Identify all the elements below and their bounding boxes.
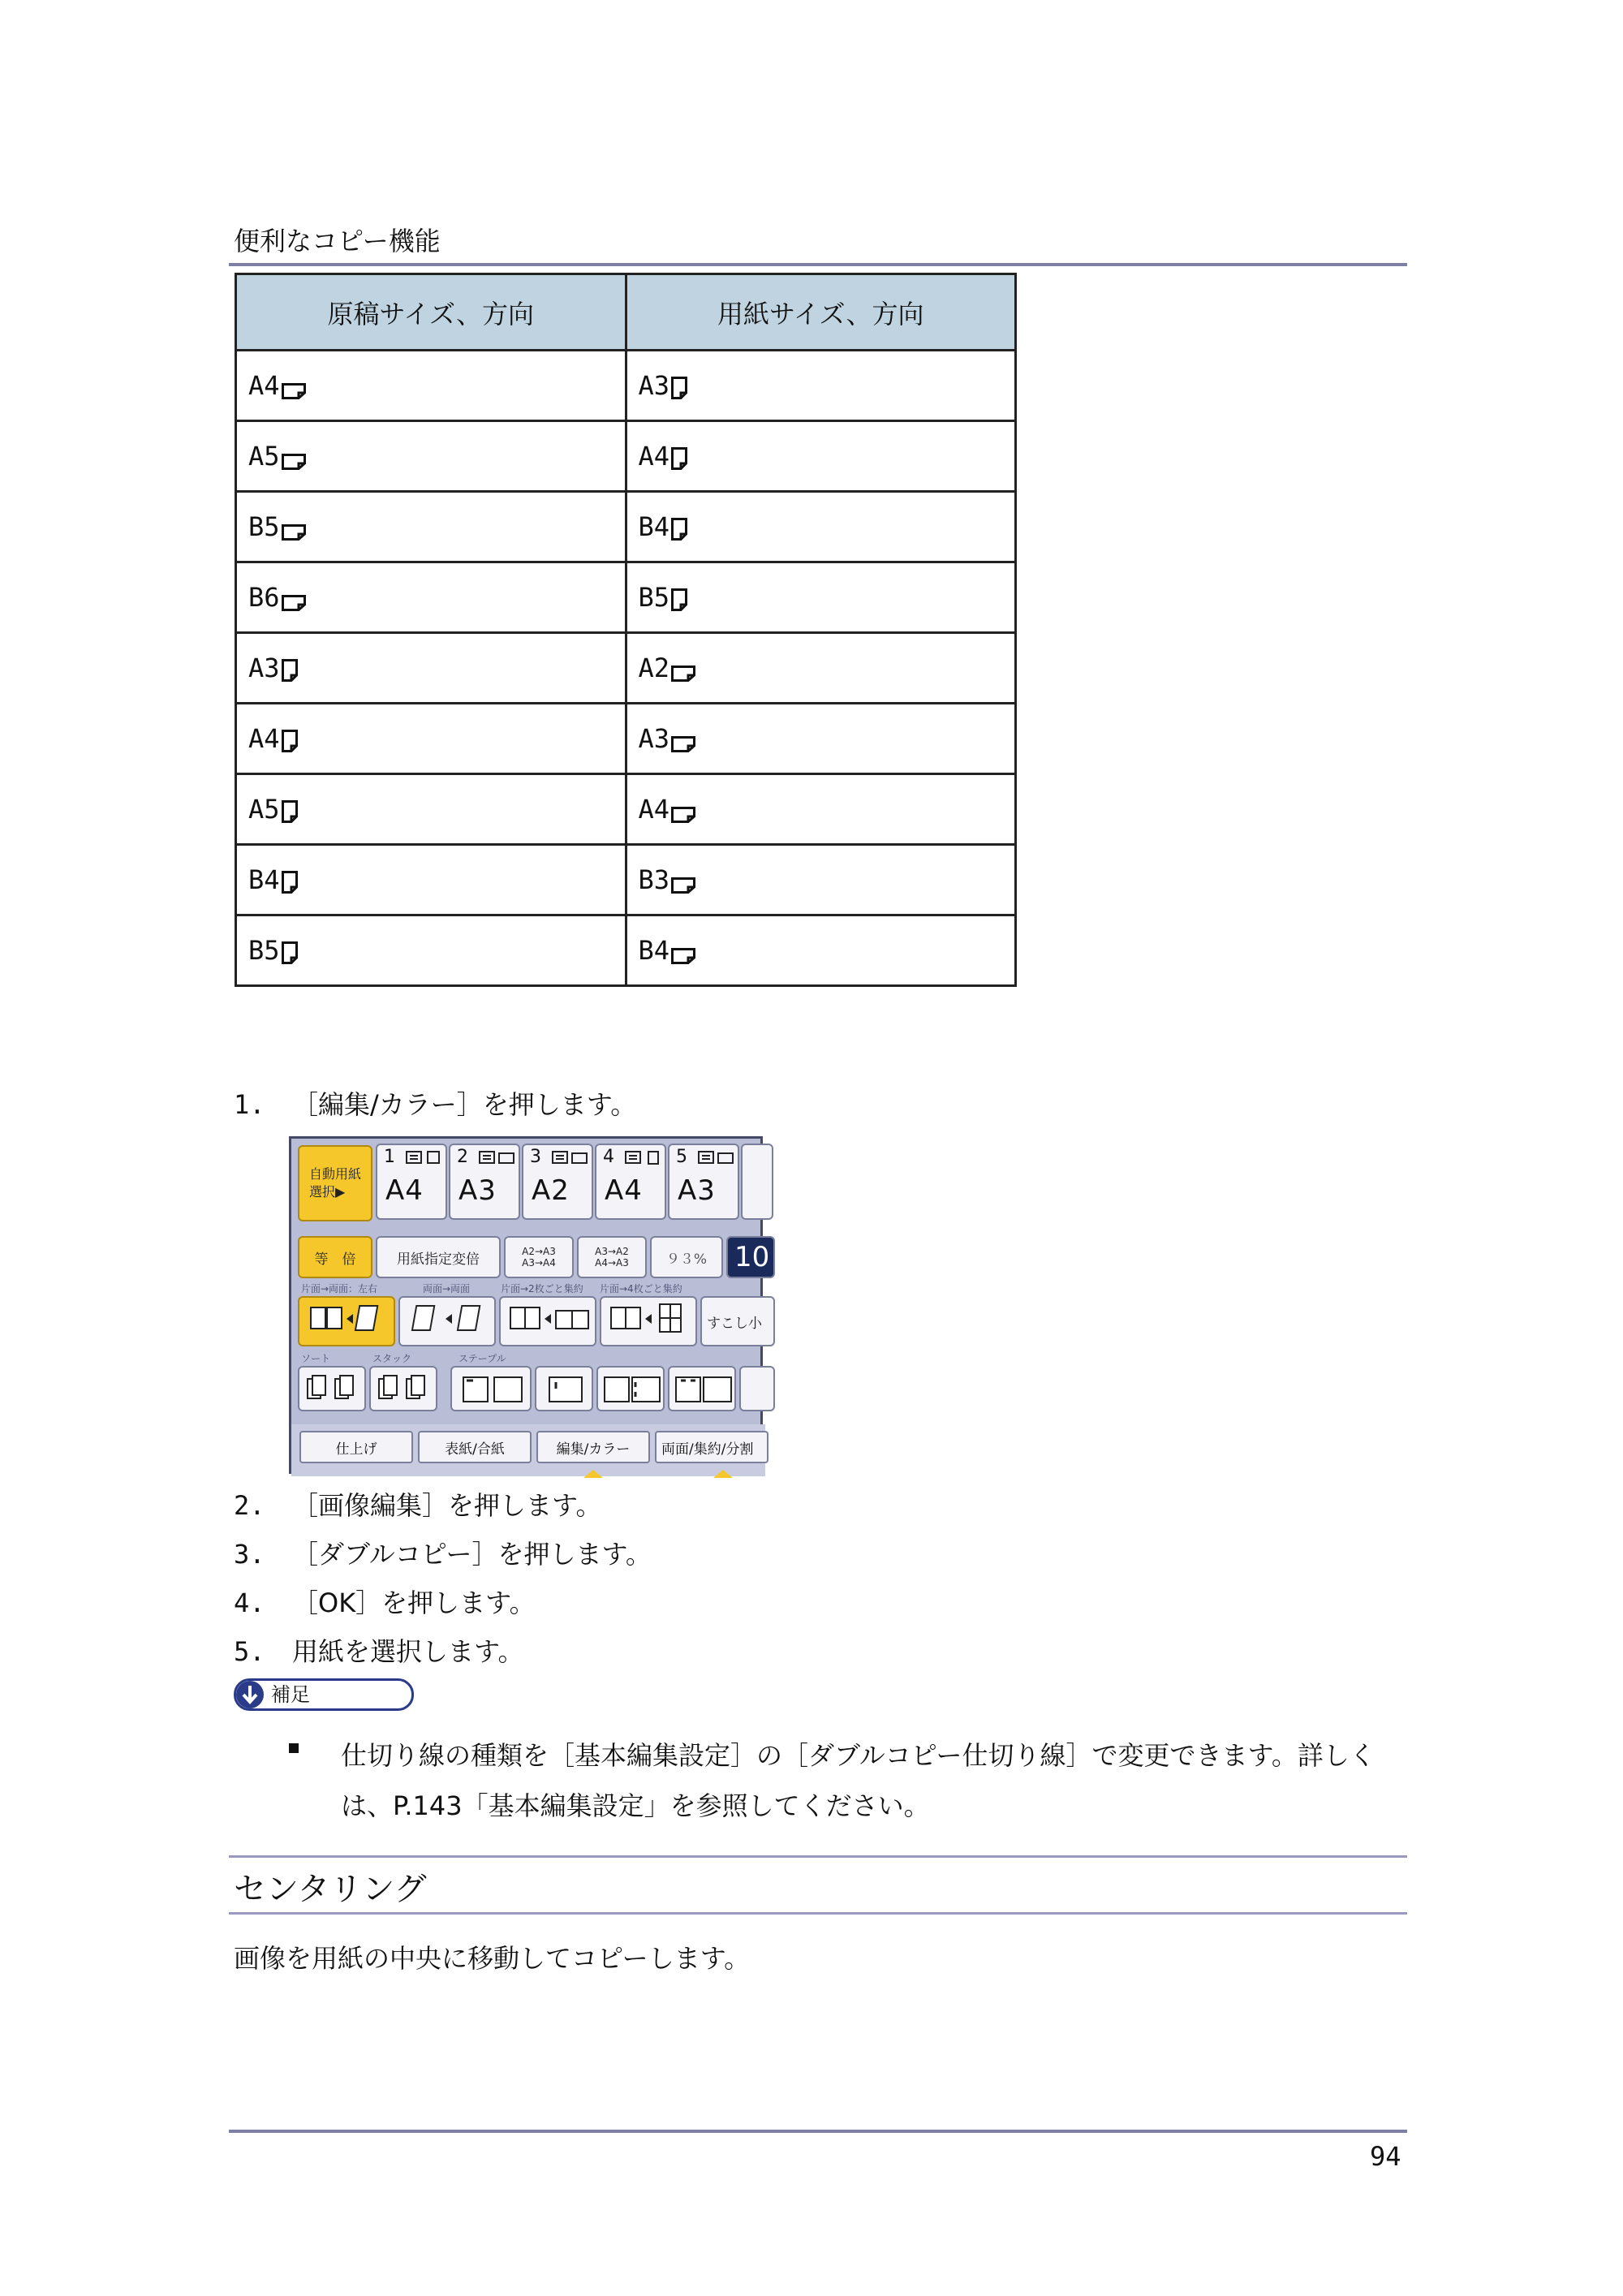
tray-number: 2 <box>457 1147 468 1167</box>
paper-size-cell <box>626 915 1016 986</box>
paper-size-cell <box>626 492 1016 562</box>
step-number: 1. <box>234 1089 265 1120</box>
landscape-orientation-icon <box>282 383 306 399</box>
step-text: 用紙を選択します。 <box>292 1636 524 1667</box>
note-badge-label: 補足 <box>271 1683 310 1706</box>
original-size-cell <box>236 351 626 421</box>
note-badge <box>234 1678 414 1711</box>
portrait-orientation-icon <box>282 941 298 964</box>
step-text: ［画像編集］を押します。 <box>292 1490 602 1521</box>
portrait-orientation-icon <box>282 871 298 894</box>
size-label: B5 <box>638 582 670 613</box>
portrait-orientation-icon <box>671 588 687 611</box>
step-number: 3. <box>234 1539 265 1570</box>
portrait-orientation-icon <box>282 800 298 823</box>
landscape-orientation-icon <box>671 807 695 823</box>
tray-size: A3 <box>458 1174 497 1207</box>
percent-display[interactable]: ９３% <box>650 1236 723 1278</box>
tray-number: 3 <box>530 1147 541 1167</box>
bullet-square-icon <box>289 1743 299 1753</box>
step-2 <box>234 1485 601 1523</box>
table-body <box>236 351 1016 986</box>
staple-two-icon[interactable] <box>596 1366 665 1411</box>
duplex-label-3: 片面→2枚ごと集約 <box>501 1283 583 1294</box>
step-number: 2. <box>234 1490 265 1521</box>
size-label: B4 <box>638 511 670 542</box>
slight-reduce-button[interactable]: すこし小 <box>700 1296 775 1346</box>
staple-more-icon[interactable] <box>739 1366 775 1411</box>
step-text: ［OK］を押します。 <box>292 1587 536 1618</box>
paper-size-cell <box>626 562 1016 633</box>
tab-finishing[interactable]: 仕上げ <box>299 1431 413 1463</box>
edit-color-caret-icon <box>583 1470 603 1478</box>
footer-rule <box>229 2130 1407 2133</box>
paper-size-header: 用紙サイズ、方向 <box>626 274 1016 351</box>
tray-size: A2 <box>532 1174 570 1207</box>
size-label: A3 <box>248 653 280 683</box>
tray-paper-icon <box>478 1150 515 1165</box>
table-row <box>236 704 1016 774</box>
step-5 <box>234 1631 523 1669</box>
step-text: ［ダブルコピー］を押します。 <box>292 1539 652 1570</box>
size-label: A4 <box>638 441 670 472</box>
function-tab-bar <box>291 1424 765 1476</box>
portrait-orientation-icon <box>282 730 298 752</box>
tray-number: 5 <box>676 1147 687 1167</box>
stack-icon[interactable] <box>369 1366 437 1411</box>
size-label: B4 <box>638 935 670 966</box>
table-row <box>236 915 1016 986</box>
duplex-label-1: 片面→両面：左右 <box>301 1283 378 1294</box>
page-number: 94 <box>1370 2141 1401 2172</box>
copier-control-panel <box>289 1136 770 1474</box>
tab-cover-slip[interactable]: 表紙/合紙 <box>418 1431 532 1463</box>
centering-heading: センタリング <box>234 1871 427 1908</box>
step-number: 4. <box>234 1587 265 1618</box>
size-label: A4 <box>638 794 670 825</box>
size-label: A4 <box>248 370 280 401</box>
tab-edit-color[interactable]: 編集/カラー <box>536 1431 650 1463</box>
combine-4up-icon[interactable] <box>600 1296 697 1346</box>
original-size-cell <box>236 633 626 704</box>
landscape-orientation-icon <box>282 595 306 611</box>
size-label: B5 <box>248 511 280 542</box>
paper-size-cell <box>626 704 1016 774</box>
staple-top-icon[interactable] <box>668 1366 736 1411</box>
tray-size: A3 <box>678 1174 716 1207</box>
table-row <box>236 562 1016 633</box>
centering-bottom-rule <box>229 1912 1407 1915</box>
step-3 <box>234 1534 652 1571</box>
size-label: A3 <box>638 370 670 401</box>
step-4 <box>234 1583 536 1620</box>
table-row <box>236 774 1016 845</box>
paper-tray-4[interactable] <box>595 1144 666 1220</box>
section-title: 便利なコピー機能 <box>234 226 441 256</box>
duplex-2to2-icon[interactable] <box>398 1296 496 1346</box>
stack-label: スタック <box>372 1353 412 1364</box>
step-text: ［編集/カラー］を押します。 <box>292 1089 637 1120</box>
paper-tray-6[interactable] <box>741 1144 773 1220</box>
original-size-cell <box>236 492 626 562</box>
paper-tray-2[interactable] <box>449 1144 520 1220</box>
tray-paper-icon <box>551 1150 588 1165</box>
paper-specified-ratio-button[interactable]: 用紙指定変倍 <box>376 1236 501 1278</box>
table-row <box>236 492 1016 562</box>
sort-label: ソート <box>301 1353 331 1364</box>
staple-left-icon[interactable] <box>450 1366 532 1411</box>
paper-size-cell <box>626 421 1016 492</box>
table-header-row <box>236 274 1016 351</box>
tray-number: 4 <box>603 1147 614 1167</box>
header-rule <box>229 263 1407 266</box>
tray-number: 1 <box>384 1147 395 1167</box>
portrait-orientation-icon <box>671 518 687 541</box>
size-label: B3 <box>638 864 670 895</box>
centering-top-rule <box>229 1855 1407 1858</box>
portrait-orientation-icon <box>671 377 687 399</box>
combine-2up-icon[interactable] <box>499 1296 596 1346</box>
paper-size-cell <box>626 845 1016 915</box>
copy-counter: 10 <box>726 1236 775 1278</box>
tray-paper-icon <box>697 1150 734 1165</box>
original-size-header: 原稿サイズ、方向 <box>236 274 626 351</box>
step-1 <box>234 1084 636 1122</box>
tray-size: A4 <box>385 1174 424 1207</box>
original-size-cell <box>236 774 626 845</box>
auto-paper-select-button[interactable]: 自動用紙 選択▶ <box>298 1145 372 1221</box>
portrait-orientation-icon <box>282 659 298 682</box>
original-size-cell <box>236 915 626 986</box>
tray-paper-icon <box>405 1150 442 1165</box>
paper-size-table <box>235 273 1017 987</box>
landscape-orientation-icon <box>671 736 695 752</box>
size-label: A3 <box>638 723 670 754</box>
table-row <box>236 421 1016 492</box>
portrait-orientation-icon <box>671 447 687 470</box>
centering-description: 画像を用紙の中央に移動してコピーします。 <box>234 1943 751 1974</box>
original-size-cell <box>236 845 626 915</box>
sort-icon[interactable] <box>298 1366 366 1411</box>
duplex-caret-icon <box>713 1470 733 1478</box>
landscape-orientation-icon <box>671 877 695 894</box>
size-label: A4 <box>248 723 280 754</box>
size-label: A5 <box>248 794 280 825</box>
ratio-enlarge-button[interactable]: A3→A2 A4→A3 <box>577 1236 647 1278</box>
duplex-label-4: 片面→4枚ごと集約 <box>600 1283 682 1294</box>
staple-corner-icon[interactable] <box>535 1366 593 1411</box>
table-row <box>236 633 1016 704</box>
step-number: 5. <box>234 1636 265 1667</box>
paper-tray-3[interactable] <box>522 1144 593 1220</box>
paper-size-cell <box>626 774 1016 845</box>
landscape-orientation-icon <box>282 524 306 541</box>
tray-paper-icon <box>624 1150 661 1165</box>
size-label: A2 <box>638 653 670 683</box>
landscape-orientation-icon <box>671 948 695 964</box>
table-row <box>236 845 1016 915</box>
paper-tray-1[interactable] <box>376 1144 447 1220</box>
original-size-cell <box>236 562 626 633</box>
paper-tray-5[interactable] <box>668 1144 739 1220</box>
original-size-cell <box>236 704 626 774</box>
size-label: B6 <box>248 582 280 613</box>
duplex-label-2: 両面→両面 <box>423 1283 471 1294</box>
paper-size-cell <box>626 633 1016 704</box>
size-label: A5 <box>248 441 280 472</box>
landscape-orientation-icon <box>671 666 695 682</box>
tab-duplex-combine[interactable]: 両面/集約/分割 <box>655 1431 768 1463</box>
note-body: 仕切り線の種類を［基本編集設定］の［ダブルコピー仕切り線］で変更できます。詳しくは、P.143「基本編集設定」を参照してください。 <box>341 1740 1375 1821</box>
original-size-cell <box>236 421 626 492</box>
paper-size-cell <box>626 351 1016 421</box>
duplex-1to2-icon[interactable] <box>298 1296 395 1346</box>
ratio-reduce-button[interactable]: A2→A3 A3→A4 <box>504 1236 574 1278</box>
table-row <box>236 351 1016 421</box>
staple-label: ステープル <box>458 1353 506 1364</box>
landscape-orientation-icon <box>282 454 306 470</box>
size-label: B4 <box>248 864 280 895</box>
same-size-button[interactable]: 等 倍 <box>298 1236 372 1278</box>
size-label: B5 <box>248 935 280 966</box>
tray-size: A4 <box>605 1174 643 1207</box>
